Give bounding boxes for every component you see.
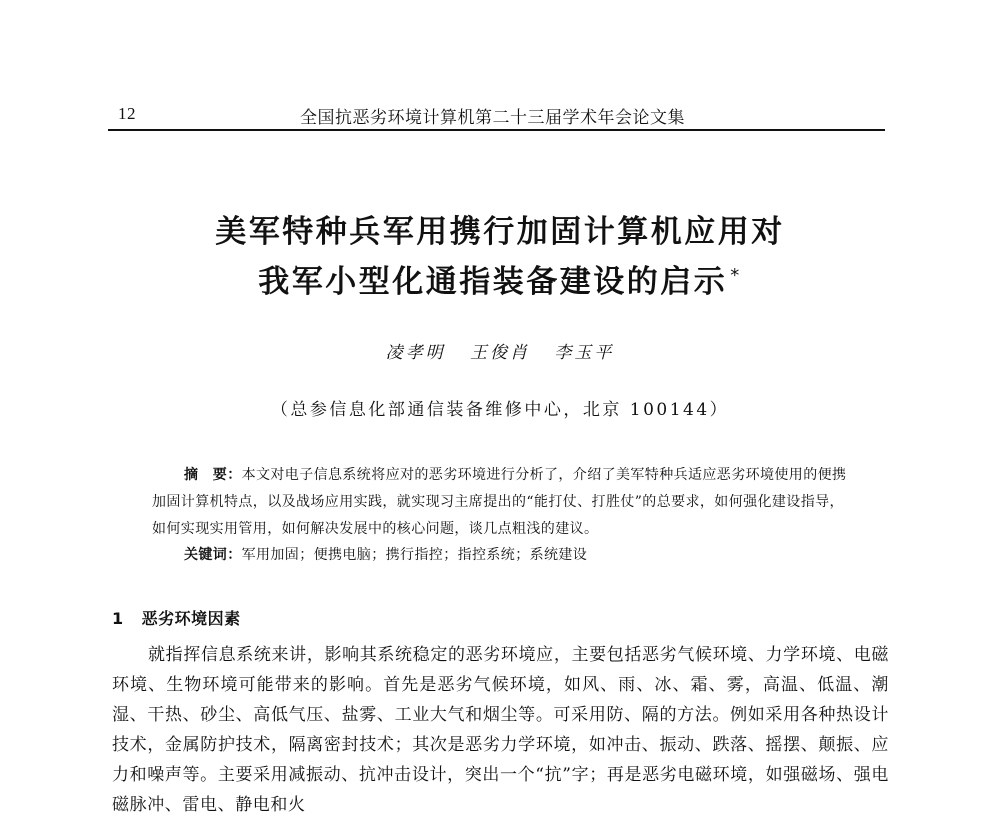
keywords [184, 542, 864, 569]
body-paragraph-text: 就指挥信息系统来讲，影响其系统稳定的恶劣环境应，主要包括恶劣气候环境、力学环境、电磁环境、生物环境可能带来的影响。首先是恶劣气候环境，如风、雨、冰、霜、雾，高温、低温、潮湿、干热、砂尘、高低气压、盐雾、工业大气和烟尘等。可采用防、隔的方法。例如采用各种热设计技术，金属防护技术，隔离密封技术；其次是恶劣力学环境，如冲击、振动、跌落、摇摆、颠振、应力和噪声等。主要采用减振动、抗冲击设计，突出一个“抗”字；再是恶劣电磁环境，如强磁场、强电磁脉冲、雷电、静电和火 [112, 645, 889, 815]
footnote-mark: * [730, 264, 742, 286]
paper-title-line-2 [0, 256, 1000, 301]
affiliation: （总参信息化部通信装备维修中心，北京 100144） [270, 400, 730, 420]
body-paragraph [112, 640, 889, 820]
keywords-label: 关键词： [184, 547, 242, 563]
section-title: 恶劣环境因素 [141, 609, 241, 628]
abstract [152, 462, 852, 543]
paper-title-line-1: 美军特种兵军用携行加固计算机应用对 [215, 214, 785, 250]
keywords-text: 军用加固；便携电脑；携行指控；指控系统；系统建设 [241, 547, 588, 563]
paper-title-line-2-text: 我军小型化通指装备建设的启示 [258, 264, 728, 300]
header-divider [108, 129, 885, 131]
section-heading [112, 606, 241, 629]
abstract-text: 本文对电子信息系统将应对的恶劣环境进行分析了，介绍了美军特种兵适应恶劣环境使用的便携加固计算机特点，以及战场应用实践，就实现习主席提出的“能打仗、打胜仗”的总要求，如何强化建设指导，如何实现实用管用，如何解决发展中的核心问题，谈几点粗浅的建议。 [152, 467, 847, 537]
journal-title: 全国抗恶劣环境计算机第二十三届学术年会论文集 [300, 108, 685, 128]
abstract-label: 摘 要： [184, 467, 242, 483]
page-number: 12 [118, 104, 136, 123]
authors: 凌孝明 王俊肖 李玉平 [385, 343, 615, 363]
section-number: 1 [112, 609, 124, 628]
